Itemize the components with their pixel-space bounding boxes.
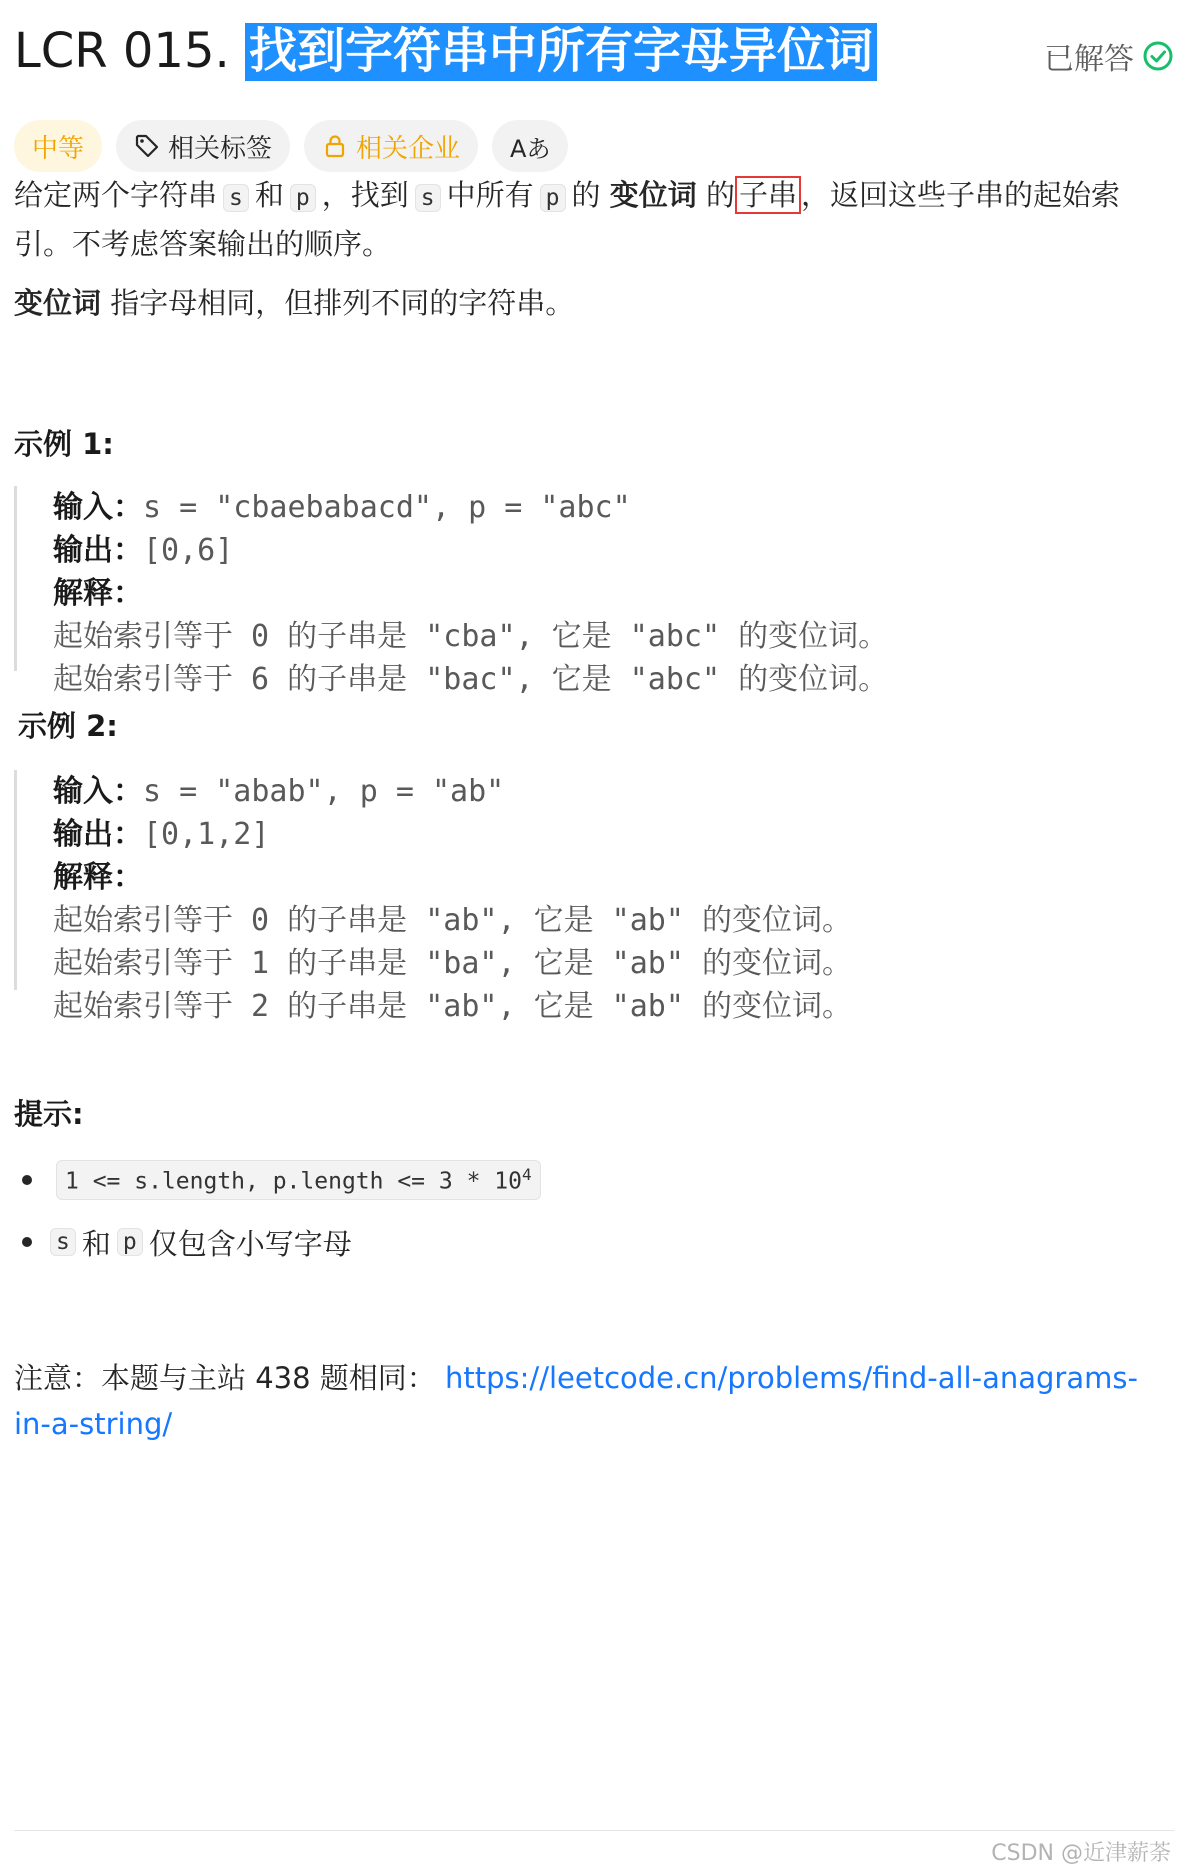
desc-text: 和 <box>254 178 284 212</box>
constraint-text: 仅包含小写字母 <box>148 1226 352 1261</box>
difficulty-label: 中等 <box>32 133 85 164</box>
tag-icon <box>134 133 160 159</box>
tag-row <box>14 120 568 172</box>
inline-code-s: s <box>223 184 249 212</box>
explain-label: 解释： <box>53 576 143 611</box>
bullet-dot <box>22 1237 32 1247</box>
anagram-term: 变位词 <box>609 178 697 212</box>
bullet-dot <box>22 1175 32 1185</box>
example-2-heading: 示例 2: <box>18 709 118 743</box>
explain-line: 起始索引等于 2 的子串是 "ab", 它是 "ab" 的变位词。 <box>53 989 852 1024</box>
list-item <box>14 1212 547 1272</box>
example-1-block <box>14 486 889 697</box>
description-paragraph-2 <box>14 280 1174 326</box>
note-paragraph <box>14 1355 1174 1447</box>
constraint-text: 和 <box>81 1226 111 1261</box>
inline-code-s: s <box>50 1228 76 1256</box>
translate-icon: Aあ <box>510 134 551 163</box>
hints-heading: 提示: <box>14 1097 84 1131</box>
output-label: 输出： <box>53 533 143 568</box>
substring-term-boxed[interactable]: 子串 <box>735 176 801 214</box>
title-prefix: LCR 015. <box>14 23 245 79</box>
solved-label: 已解答 <box>1044 42 1134 77</box>
lock-icon <box>322 133 348 159</box>
explain-line: 起始索引等于 1 的子串是 "ba", 它是 "ab" 的变位词。 <box>53 946 852 981</box>
desc-text: ，返回这些子串的起始索引。不考虑答案输出的顺序。 <box>14 178 1121 261</box>
title-highlighted-text[interactable]: 找到字符串中所有字母异位词 <box>245 23 877 81</box>
output-label: 输出： <box>53 817 143 852</box>
desc-text: ，找到 <box>321 178 409 212</box>
output-value: [0,6] <box>143 533 234 568</box>
difficulty-badge[interactable] <box>14 120 102 172</box>
desc-text: 给定两个字符串 <box>14 178 218 212</box>
anagram-term: 变位词 <box>14 286 102 320</box>
translate-button[interactable] <box>492 120 568 172</box>
input-value: s = "abab", p = "ab" <box>143 774 505 809</box>
inline-code-p: p <box>117 1228 143 1256</box>
check-circle-icon <box>1142 40 1174 72</box>
desc-text: 的 <box>571 178 601 212</box>
explain-label: 解释： <box>53 860 143 895</box>
related-companies-button[interactable] <box>304 120 478 172</box>
input-value: s = "cbaebabacd", p = "abc" <box>143 490 631 525</box>
constraint-code-text: 1 <= s.length, p.length <= 3 * 10 <box>65 1168 522 1195</box>
related-tags-label: 相关标签 <box>168 133 273 164</box>
solved-status <box>1044 34 1174 78</box>
problem-title <box>14 22 877 80</box>
example-2-block <box>14 770 852 1024</box>
explain-line: 起始索引等于 0 的子串是 "ab", 它是 "ab" 的变位词。 <box>53 903 852 938</box>
explain-line: 起始索引等于 0 的子串是 "cba", 它是 "abc" 的变位词。 <box>53 619 889 654</box>
list-item <box>14 1150 547 1210</box>
note-label: 注意：本题与主站 438 题相同： <box>14 1361 436 1395</box>
watermark: CSDN @近津薪荼 <box>991 1841 1171 1866</box>
main-site-problem-link[interactable]: https://leetcode.cn/problems/find-all-anagrams-in-a-string/ <box>14 1361 1138 1441</box>
input-label: 输入： <box>53 490 143 525</box>
related-companies-label: 相关企业 <box>356 133 461 164</box>
desc-text: 的 <box>705 178 735 212</box>
related-tags-button[interactable] <box>116 120 290 172</box>
inline-code-p: p <box>540 184 566 212</box>
inline-code-p: p <box>290 184 316 212</box>
input-label: 输入： <box>53 774 143 809</box>
inline-code-s: s <box>415 184 441 212</box>
description-paragraph-1 <box>14 172 1174 267</box>
desc-text: 指字母相同，但排列不同的字符串。 <box>110 286 575 320</box>
divider <box>14 1830 1174 1831</box>
title-row <box>14 14 1174 84</box>
explain-line: 起始索引等于 6 的子串是 "bac", 它是 "abc" 的变位词。 <box>53 662 889 697</box>
constraint-exponent: 4 <box>521 1165 532 1185</box>
constraint-code <box>56 1160 541 1200</box>
constraints-list <box>14 1150 547 1272</box>
output-value: [0,1,2] <box>143 817 270 852</box>
example-1-heading: 示例 1: <box>14 427 114 461</box>
desc-text: 中所有 <box>446 178 534 212</box>
